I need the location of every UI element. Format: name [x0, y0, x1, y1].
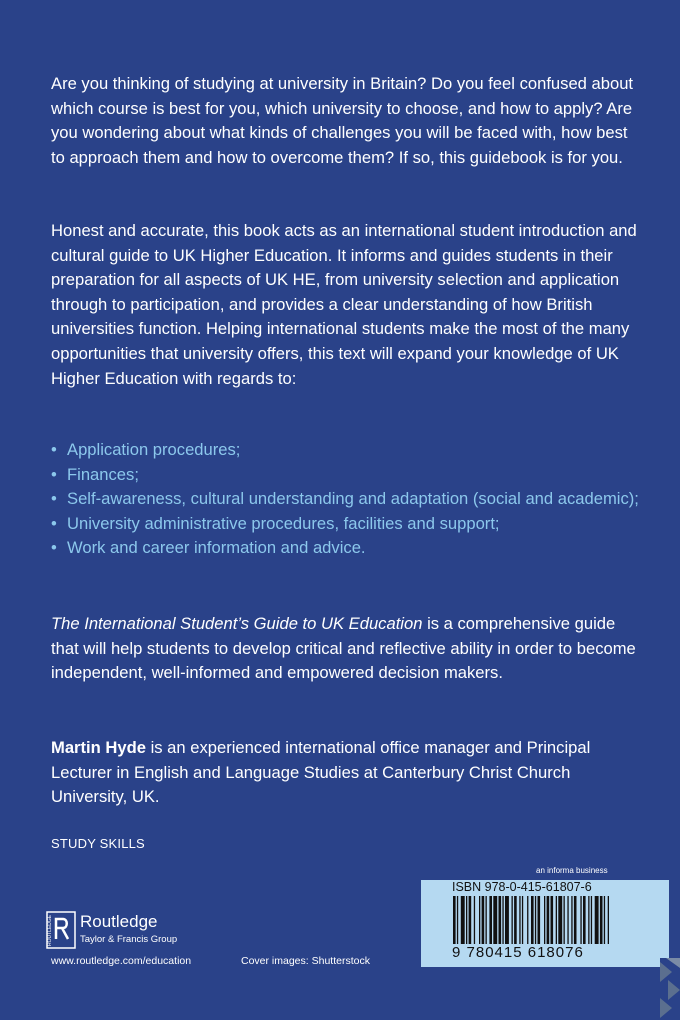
summary-text: is a comprehensive guide that will help students to develop critical and reflective ability in order to become independent, well-informed and empowered decision makers.	[51, 614, 636, 683]
barcode-icon	[453, 896, 658, 944]
barcode-bar	[479, 896, 480, 944]
barcode-bar	[588, 896, 589, 944]
barcode-bar	[493, 896, 497, 944]
publisher-group: Taylor & Francis Group	[80, 934, 178, 945]
barcode-bar	[505, 896, 509, 944]
publisher-name: Routledge	[80, 912, 158, 931]
barcode-bar	[499, 896, 502, 944]
barcode-bar	[571, 896, 572, 944]
barcode-bar	[600, 896, 603, 944]
barcode-bar	[556, 896, 557, 944]
barcode-bar	[527, 896, 528, 944]
barcode-bar	[519, 896, 520, 944]
topic-list	[51, 438, 641, 561]
description-paragraph: Honest and accurate, this book acts as an international student introduction and cultural guide to UK Higher Education. It informs and guides students in their preparation for all aspects of UK HE, from university selection and application through to participation, and provides a clear understanding of how British universities function. Helping international students make the most of the many opportunities that university offers, this text will expand your knowledge of UK Higher Education with regards to:	[51, 221, 637, 388]
publisher-logo	[46, 911, 196, 951]
subject-category: STUDY SKILLS	[51, 836, 145, 851]
list-item: • University administrative procedures, facilities and support;	[51, 512, 641, 537]
barcode-bar	[558, 896, 562, 944]
barcode-bar	[583, 896, 586, 944]
barcode-bar	[469, 896, 472, 944]
barcode-bar	[580, 896, 581, 944]
barcode-bar	[522, 896, 523, 944]
barcode-bar	[591, 896, 592, 944]
author-paragraph	[51, 736, 641, 810]
list-item: • Application procedures;	[51, 438, 641, 463]
barcode-bar	[502, 896, 503, 944]
barcode-bar	[531, 896, 534, 944]
barcode-bar	[608, 896, 609, 944]
author-bio: is an experienced international office manager and Principal Lecturer in English and Language Studies at Canterbury Christ Church University, UK.	[51, 738, 591, 807]
book-title: The International Student’s Guide to UK Education	[51, 614, 423, 633]
barcode-bar	[461, 896, 465, 944]
barcode-bar	[514, 896, 517, 944]
barcode-bar	[535, 896, 536, 944]
publisher-website: www.routledge.com/education	[51, 955, 192, 967]
barcode-digits: 9 780415 618076	[452, 944, 584, 961]
barcode-bar	[567, 896, 568, 944]
barcode-bar	[551, 896, 554, 944]
barcode-bar	[547, 896, 550, 944]
informa-tagline: an informa business	[536, 866, 608, 875]
summary-paragraph	[51, 612, 641, 686]
barcode-bar	[474, 896, 475, 944]
barcode-bar	[574, 896, 577, 944]
list-item: • Self-awareness, cultural understanding and adaptation (social and academic);	[51, 487, 641, 512]
barcode-bar	[604, 896, 605, 944]
barcode-bar	[486, 896, 487, 944]
barcode-bar	[489, 896, 492, 944]
corner-pattern-icon	[660, 958, 680, 1020]
list-item: • Work and career information and advice.	[51, 536, 641, 561]
barcode-bar	[466, 896, 467, 944]
logo-vertical-text: ROUTLEDGE	[47, 914, 53, 946]
author-name: Martin Hyde	[51, 738, 146, 757]
isbn-label: ISBN 978-0-415-61807-6	[452, 880, 592, 894]
barcode-bar	[544, 896, 545, 944]
routledge-logo-icon	[46, 911, 76, 949]
barcode-bar	[595, 896, 599, 944]
list-item: • Finances;	[51, 463, 641, 488]
intro-paragraph: Are you thinking of studying at university in Britain? Do you feel confused about which course is best for you, which university to choose, and how to apply? Are you wondering about what kinds of challenges you will be faced with, how best to approach them and how to overcome them? If so, this guidebook is for you.	[51, 74, 634, 167]
cover-credit: Cover images: Shutterstock	[241, 955, 370, 967]
barcode-bar	[538, 896, 541, 944]
barcode-bar	[457, 896, 458, 944]
barcode-bar	[453, 896, 456, 944]
barcode-bar	[512, 896, 513, 944]
barcode-bar	[482, 896, 485, 944]
barcode-bar	[564, 896, 565, 944]
